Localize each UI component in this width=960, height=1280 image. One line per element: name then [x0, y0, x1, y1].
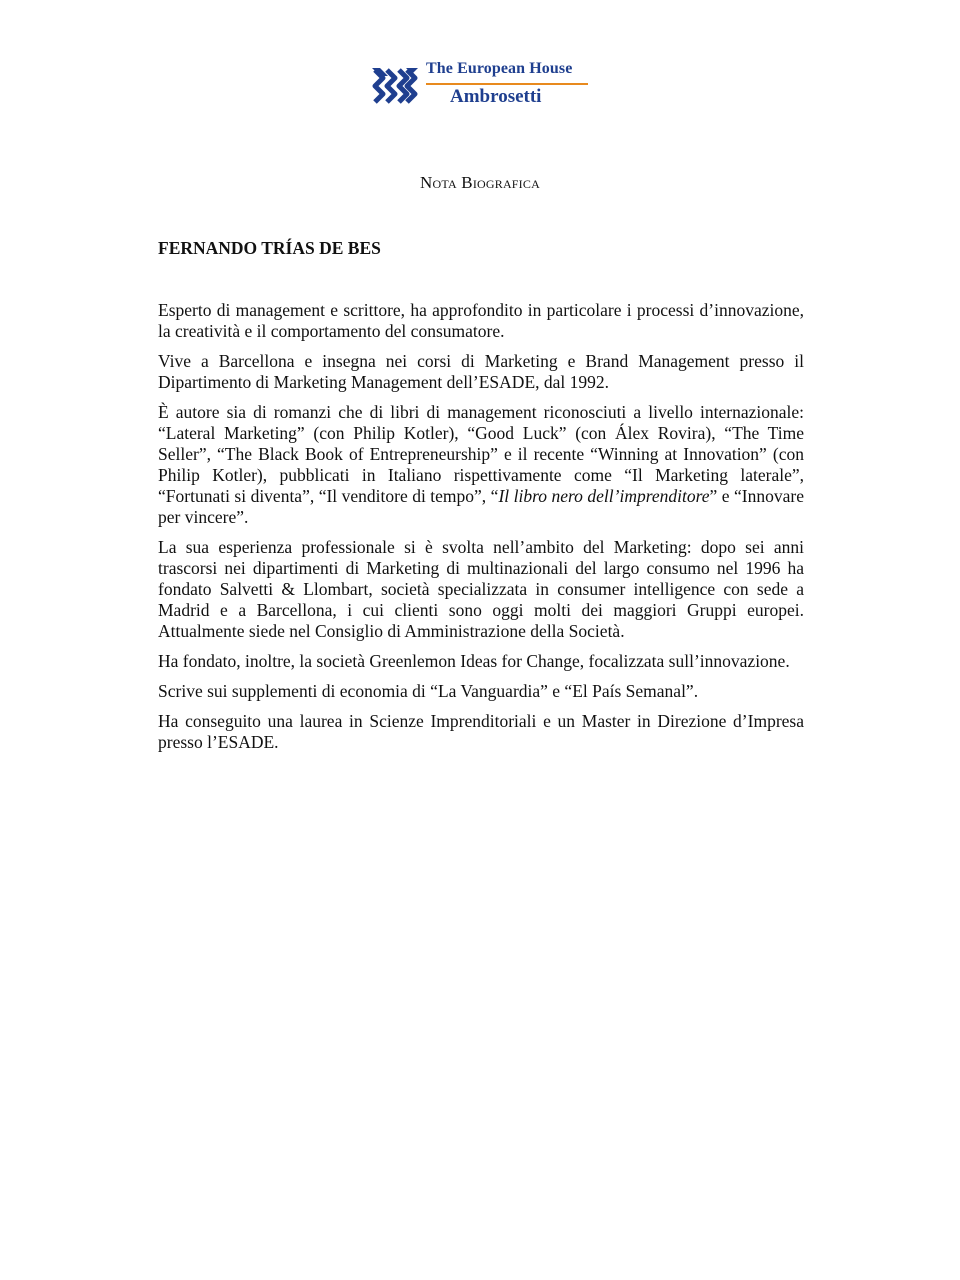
company-logo	[372, 60, 594, 110]
person-name: FERNANDO TRÍAS DE BES	[158, 238, 381, 258]
bio-paragraph-1	[158, 300, 804, 342]
logo-text-line1: The European House	[426, 60, 573, 77]
bio-paragraph-7	[158, 711, 804, 753]
bio-text: È autore sia di romanzi che di libri di management riconosciuti a livello internazionale: “Lateral Marketing” (con Philip Kotler), “Good Luck” (con Álex Rovira), “The Time Seller”, “The Black Book of Entrepreneurship” e il recente “Winning at Innovation” (con Philip Kotler), pubblicati in Italiano rispettivamente come “Il Marketing laterale”, “Fortunati si diventa”, “Il venditore di tempo”, “	[158, 402, 804, 506]
bio-text: Scrive sui supplementi di economia di “La Vanguardia” e “El País Semanal”.	[158, 681, 699, 701]
bio-paragraph-6	[158, 681, 804, 702]
book-title-italic: Il libro nero dell’imprenditore	[498, 486, 710, 506]
bio-text: Vive a Barcellona e insegna nei corsi di Marketing e Brand Management presso il Dipartimento di Marketing Management dell’ESADE, dal 1992.	[158, 351, 804, 392]
bio-paragraph-3	[158, 402, 804, 528]
bio-paragraph-5	[158, 651, 804, 672]
bio-text: Ha fondato, inoltre, la società Greenlemon Ideas for Change, focalizzata sull’innovazione.	[158, 651, 790, 671]
biography-body	[158, 300, 804, 762]
logo-text-line2: Ambrosetti	[450, 86, 542, 107]
logo-divider	[426, 83, 588, 85]
bio-text: La sua esperienza professionale si è svolta nell’ambito del Marketing: dopo sei anni trascorsi nei dipartimenti di Marketing di multinazionali del largo consumo nel 1996 ha fondato Salvetti & Llombart, società specializzata in consumer intelligence con sede a Madrid e a Barcellona, i cui clienti sono oggi molti dei maggiori Gruppi europei. Attualmente siede nel Consiglio di Amministrazione della Società.	[158, 537, 804, 641]
document-title: Nota Biografica	[420, 173, 540, 192]
bio-paragraph-2	[158, 351, 804, 393]
bio-text: ” e “Innovare per vincere”.	[158, 486, 805, 527]
bio-text: Esperto di management e scrittore, ha approfondito in particolare i processi d’innovazione, la creatività e il comportamento del consumatore.	[158, 300, 804, 341]
ambrosetti-logo-mark-icon	[372, 64, 422, 108]
bio-text: Ha conseguito una laurea in Scienze Imprenditoriali e un Master in Direzione d’Impresa presso l’ESADE.	[158, 711, 804, 752]
bio-paragraph-4	[158, 537, 804, 642]
